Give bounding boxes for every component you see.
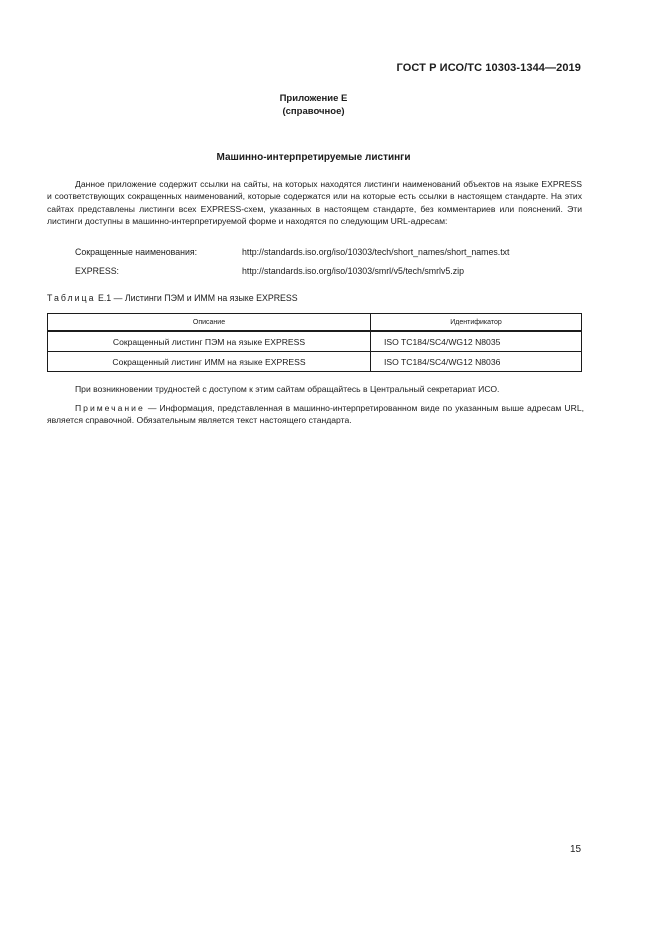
table-caption-text: Е.1 — Листинги ПЭМ и ИММ на языке EXPRESS <box>97 293 298 303</box>
table-row <box>48 331 582 352</box>
annex-subtitle: (справочное) <box>282 106 345 117</box>
table-row <box>48 352 582 372</box>
cell-identifier: ISO TC184/SC4/WG12 N8036 <box>371 352 582 372</box>
note-paragraph <box>47 402 584 427</box>
note-label: Примечание <box>75 403 145 413</box>
url-link[interactable]: http://standards.iso.org/iso/10303/smrl/v5/tech/smrlv5.zip <box>242 266 464 276</box>
contact-paragraph: При возникновении трудностей с доступом к этим сайтам обращайтесь в Центральный секретариат ИСО. <box>75 384 500 394</box>
column-header-description: Описание <box>48 314 371 332</box>
cell-description: Сокращенный листинг ИММ на языке EXPRESS <box>48 352 371 372</box>
table-header-row <box>48 314 582 332</box>
url-label: Сокращенные наименования: <box>75 247 198 257</box>
annex-title: Приложение Е <box>279 93 348 104</box>
table-caption <box>47 293 298 303</box>
url-link[interactable]: http://standards.iso.org/iso/10303/tech/short_names/short_names.txt <box>242 247 510 257</box>
listings-table <box>47 313 582 372</box>
standard-code-header: ГОСТ Р ИСО/ТС 10303-1344—2019 <box>396 62 581 74</box>
section-title: Машинно-интерпретируемые листинги <box>216 152 411 163</box>
column-header-identifier: Идентификатор <box>371 314 582 332</box>
intro-paragraph: Данное приложение содержит ссылки на сайты, на которых находятся листинги наименований объектов на языке EXPRESS и соответствующих сокращенных наименований, которые содержатся или на которые есть ссылки в настоящем стандарте. На этих сайтах представлены листинги всех EXPRESS-схем, указанных в настоящем стандарте, без комментариев или пояснений. Эти листинги доступны в машинно-интерпретируемой форме и находятся по следующим URL-адресам: <box>47 179 582 227</box>
url-label: EXPRESS: <box>75 266 120 276</box>
note-text: — Информация, представленная в машинно-интерпретированном виде по указанным выше адресам URL, является справочной. Обязательным является текст настоящего стандарта. <box>47 403 584 426</box>
table-caption-label: Таблица <box>47 293 96 303</box>
annex-heading <box>0 92 627 118</box>
page-number: 15 <box>570 844 582 855</box>
cell-identifier: ISO TC184/SC4/WG12 N8035 <box>371 331 582 352</box>
cell-description: Сокращенный листинг ПЭМ на языке EXPRESS <box>48 331 371 352</box>
